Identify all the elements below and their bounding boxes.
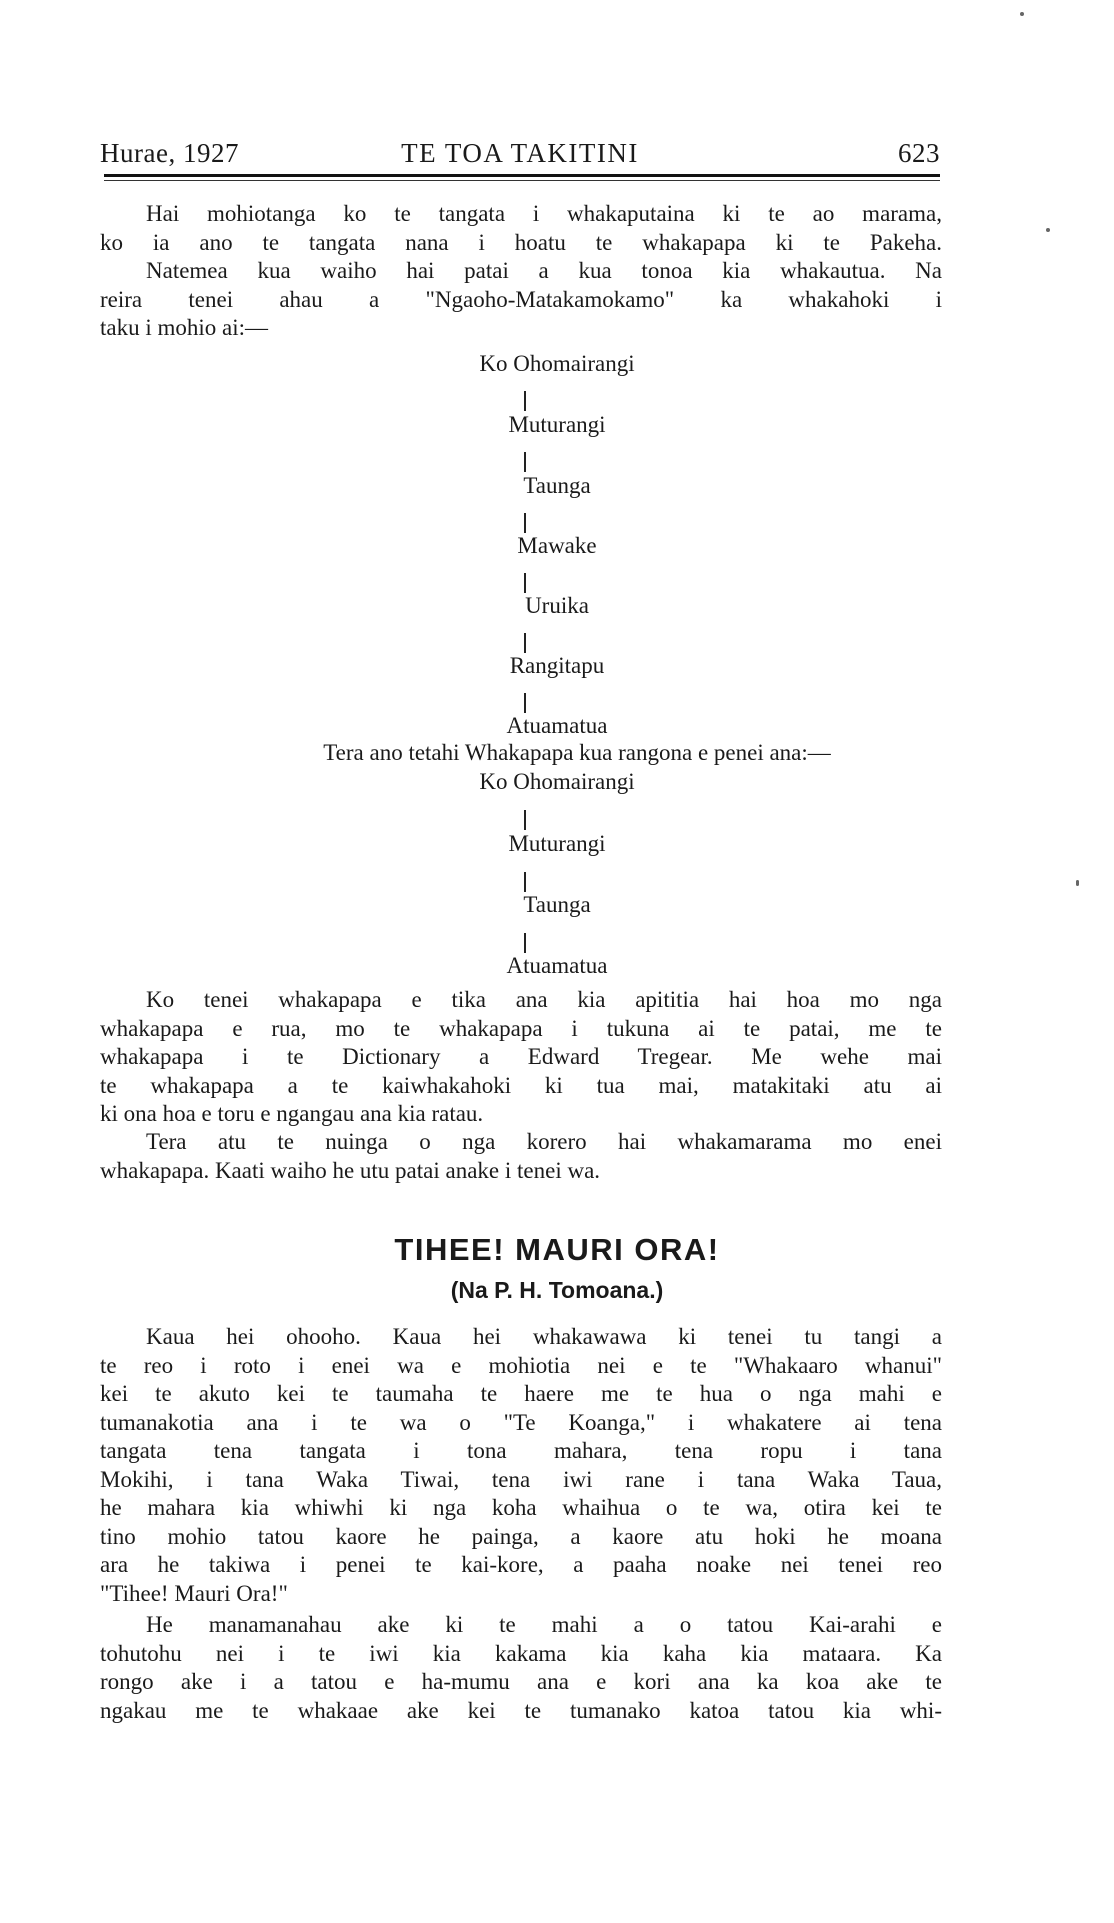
text-line: whakapapa. Kaati waiho he utu patai anake i tenei wa. [100,1157,601,1183]
text-line: ngakau me te whakaae ake kei te tumanako katoa tatou kia whi- [100,1697,942,1723]
text-line: te reo i roto i enei wa e mohiotia nei e te "Whakaaro whanui" [100,1352,942,1378]
text-line: Tera atu te nuinga o nga korero hai whakamarama mo enei [146,1129,942,1154]
header-rule [104,174,940,177]
text-line: whakapapa i te Dictionary a Edward Tregear. Me wehe mai [100,1044,942,1069]
lineage-connector [524,872,526,892]
scan-speck [1020,12,1024,16]
text-line: he mahara kia whiwhi ki nga koha whaihua o te wa, otira kei te [100,1495,942,1520]
text-line: Hai mohiotanga ko te tangata i whakaputaina ki te ao marama, [146,201,942,226]
article-byline: (Na P. H. Tomoana.) [450,1277,664,1303]
paragraph [100,1611,942,1725]
paragraph [100,986,942,1129]
scan-speck [1046,228,1050,232]
ancestor-name: Mawake [517,533,597,558]
lineage-connector [524,933,526,953]
text-line: Natemea kua waiho hai patai a kua tonoa kia whakautua. Na [146,258,942,283]
running-header [100,138,940,172]
text-line: taku i mohio ai:— [100,315,269,340]
lineage-connector [524,452,526,472]
ancestor-name: Ko Ohomairangi [479,769,635,794]
intro-paragraph [100,200,942,343]
ancestor-name: Ko Ohomairangi [479,351,635,376]
text-line: te whakapapa a te kaiwhakahoki ki tua mai, matakitaki atu ai [100,1072,942,1098]
header-journal-title: TE TOA TAKITINI [401,138,639,168]
article-title: TIHEE! MAURI ORA! [394,1232,720,1267]
lineage-connector [524,573,526,593]
text-line: tumanakotia ana i te wa o "Te Koanga," i whakatere ai tena [100,1409,942,1435]
header-date: Hurae, 1927 [100,138,239,168]
text-line: kei te akuto kei te taumaha te haere me te hua o nga mahi e [100,1381,942,1406]
ancestor-name: Rangitapu [509,653,605,678]
text-line: rongo ake i a tatou e ha-mumu ana e kori ana ka koa ake te [100,1669,942,1694]
paragraph [100,1128,942,1185]
text-line: whakapapa e rua, mo te whakapapa i tukuna ai te patai, me te [100,1015,942,1041]
text-line: Mokihi, i tana Waka Tiwai, tena iwi rane i tana Waka Taua, [100,1466,942,1492]
scan-speck [1076,880,1079,886]
ancestor-name: Taunga [523,892,591,917]
lineage-connector [524,633,526,653]
text-line: He manamanahau ake ki te mahi a o tatou Kai-arahi e [146,1612,942,1637]
text-line: ko ia ano te tangata nana i hoatu te whakapapa ki te Pakeha. [100,229,942,255]
ancestor-name: Muturangi [508,831,606,856]
lineage-connector [524,693,526,713]
text-line: tino mohio tatou kaore he painga, a kaore atu hoki he moana [100,1523,942,1549]
ancestor-name: Atuamatua [506,713,608,738]
tera-line: Tera ano tetahi Whakapapa kua rangona e penei ana:— [323,740,831,765]
page-number: 623 [898,138,940,168]
text-line: tangata tena tangata i tona mahara, tena ropu i tana [100,1438,942,1463]
text-line: ki ona hoa e toru e ngangau ana kia ratau. [100,1101,484,1126]
ancestor-name: Uruika [525,593,589,618]
ancestor-name: Muturangi [508,412,606,437]
paragraph [100,1323,942,1608]
header-rule-thin [104,180,940,181]
ancestor-name: Atuamatua [506,953,608,978]
text-line: Ko tenei whakapapa e tika ana kia apititia hai hoa mo nga [146,987,942,1012]
lineage-connector [524,513,526,533]
text-line: tohutohu nei i te iwi kia kakama kia kaha kia mataara. Ka [100,1640,942,1666]
text-line: Kaua hei ohooho. Kaua hei whakawawa ki tenei tu tangi a [146,1324,942,1349]
text-line: "Tihee! Mauri Ora!" [100,1580,288,1606]
ancestor-name: Taunga [523,473,591,498]
lineage-connector [524,810,526,830]
text-line: reira tenei ahau a "Ngaoho-Matakamokamo" ka whakahoki i [100,286,942,312]
text-line: ara he takiwa i penei te kai-kore, a paaha noake nei tenei reo [100,1552,942,1577]
lineage-connector [524,391,526,411]
